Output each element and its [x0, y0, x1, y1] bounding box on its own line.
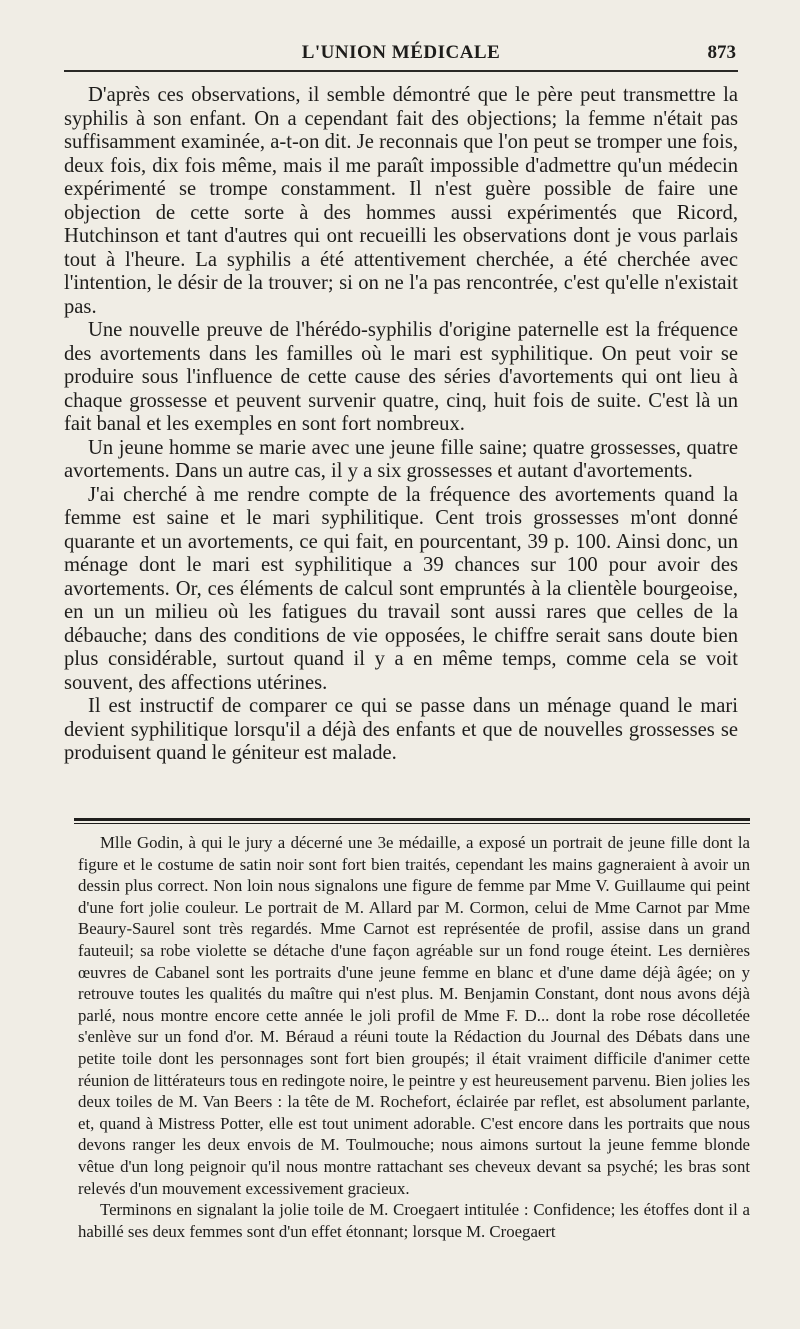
paragraph: Une nouvelle preuve de l'hérédo-syphilis d'origine paternelle est la fréquence des avortements dans les familles où le mari est syphilitique. On peut voir se produire sous l'influence de cette cause des séries d'avortements qui ont lieu à chaque grossesse et peuvent survenir quatre, cinq, huit fois de suite. C'est là un fait banal et les exemples en sont fort nombreux.	[64, 319, 738, 435]
paragraph: Un jeune homme se marie avec une jeune fille saine; quatre grossesses, quatre avortements. Dans un autre cas, il y a six grossesses et autant d'avortements.	[64, 436, 738, 482]
feuilleton-section	[78, 832, 750, 1242]
running-head	[64, 42, 738, 70]
paragraph: D'après ces observations, il semble démontré que le père peut transmettre la syphilis à son enfant. On a cependant fait des objections; la femme n'était pas suffisamment examinée, a-t-on dit. Je reconnais que l'on peut se tromper une fois, deux fois, dix fois même, mais il me paraît impossible d'admettre qu'un médecin expérimenté se trompe constamment. Il n'est guère possible de faire une objection de cette sorte à des hommes aussi expérimentés que Ricord, Hutchinson et tant d'autres qui ont recueilli les observations dont je vous parlais tout à l'heure. La syphilis a été attentivement cherchée, a été cherchée avec l'intention, le désir de la trouver; si on ne l'a pas rencontrée, c'est qu'elle n'existait pas.	[64, 84, 738, 318]
feuilleton-paragraph: Terminons en signalant la jolie toile de M. Croegaert intitulée : Confidence; les étoffes dont il a habillé ses deux femmes sont d'un effet étonnant; lorsque M. Croegaert	[78, 1200, 750, 1241]
paragraph: J'ai cherché à me rendre compte de la fréquence des avortements quand la femme est saine et le mari syphilitique. Cent trois grossesses m'ont donné quarante et un avortements, ce qui fait, en pourcentant, 39 p. 100. Ainsi donc, un ménage dont le mari est syphilitique a 39 chances sur 100 pour avoir des avortements. Or, ces éléments de calcul sont empruntés à la clientèle bourgeoise, en un un milieu où les fatigues du travail sont aussi rares que celles de la débauche; dans des conditions de vie opposées, le chiffre serait sans doute bien plus considérable, surtout quand il y a en même temps, comme cela se voit souvent, des affections utérines.	[64, 483, 738, 694]
feuilleton-paragraph: Mlle Godin, à qui le jury a décerné une 3e médaille, a exposé un portrait de jeune fille dont la figure et le costume de satin noir sont fort bien traités, cependant les mains gagneraient à avoir un dessin plus correct. Non loin nous signalons une figure de femme par Mme V. Guillaume qui peint d'une fort jolie couleur. Le portrait de M. Allard par M. Cormon, celui de Mme Carnot par Mme Beaury-Saurel sont très regardés. Mme Carnot est représentée de profil, assise dans un grand fauteuil; sa robe violette se détache d'une façon agréable sur un fond rouge éteint. Les dernières œuvres de Cabanel sont les portraits d'une jeune femme en blanc et d'une dame déjà âgée; on y retrouve toutes les qualités du maître qui n'est plus. M. Benjamin Constant, dont nous avons déjà parlé, nous montre encore cette année le joli profil de Mme F. D... dont la robe rose décolletée s'enlève sur un fond d'or. M. Béraud a réuni toute la Rédaction du Journal des Débats dans une petite toile dont les personnages sont fort bien groupés; il était vraiment difficile d'animer cette réunion de littérateurs tous en redingote noire, le peintre y est heureusement parvenu. Bien jolies les deux toiles de M. Van Beers : la tête de M. Rochefort, éclairée par reflet, est absolument parlante, et, quand à Mistress Potter, elle est tout uniment adorable. C'est encore dans les portraits que nous devons ranger les deux envois de M. Toulmouche; nous aimons surtout la jeune femme blonde vêtue d'un long peignoir qu'il nous montre rattachant ses cheveux devant sa psyché; les bras sont relevés d'un mouvement excessivement gracieux.	[78, 833, 750, 1198]
paragraph: Il est instructif de comparer ce qui se passe dans un ménage quand le mari devient syphilitique lorsqu'il a déjà des enfants et que de nouvelles grossesses se produisent quand le géniteur est malade.	[64, 695, 738, 764]
page-number: 873	[707, 42, 736, 63]
journal-title: L'UNION MÉDICALE	[301, 42, 501, 63]
feuilleton-separator	[74, 818, 750, 824]
main-article	[64, 84, 738, 766]
header-rule	[64, 70, 738, 72]
